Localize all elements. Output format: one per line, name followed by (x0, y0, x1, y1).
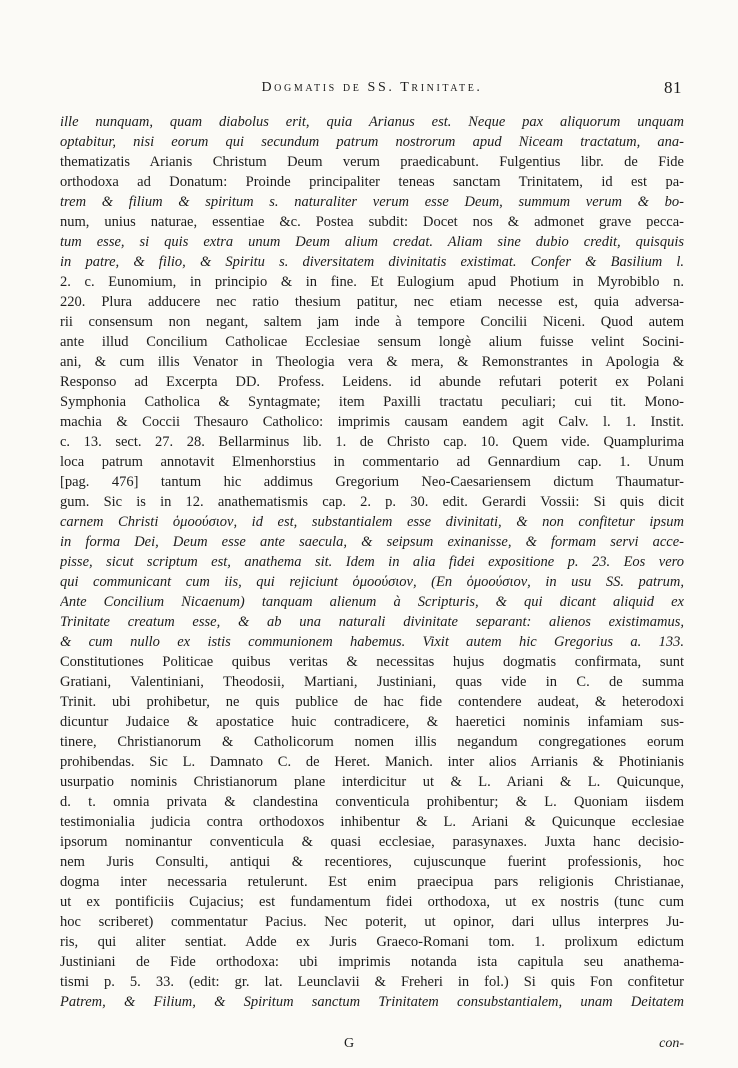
text-line: Trinitate creatum esse, & ab una naturali divinitate separant: alienos existimamus, (60, 614, 684, 630)
text-line: Justiniani de Fide orthodoxa: ubi imprimis notanda ista capitula seu anathema- (60, 954, 684, 970)
text-line: machia & Coccii Thesauro Catholico: imprimis causam eandem agit Calv. l. 1. Instit. (60, 414, 684, 430)
text-line: testimonialia judicia contra orthodoxos inhibentur & L. Ariani & Quicunque ecclesiae (60, 814, 684, 830)
page-title: Dogmatis de SS. Trinitate. (261, 80, 483, 95)
text-line: rii consensum non negant, saltem jam inde à tempore Concilii Niceni. Quod autem (60, 314, 684, 330)
text-line: tinere, Christianorum & Catholicorum nomen illis negandum congregationes eorum (60, 734, 684, 750)
text-line: ani, & cum illis Venator in Theologia vera & mera, & Remonstrantes in Apologia & (60, 354, 684, 370)
text-line: tismi p. 5. 33. (edit: gr. lat. Leunclavii & Freheri in fol.) Si quis Fon confitetur (60, 974, 684, 990)
page-number: 81 (664, 78, 682, 97)
text-line: gum. Sic is in 12. anathematismis cap. 2. p. 30. edit. Gerardi Vossii: Si quis dicit (60, 494, 684, 510)
text-line: ut ex pontificiis Cujacius; est fundamentum fidei orthodoxa, ut ex nostris (tunc cum (60, 894, 684, 910)
text-line: c. 13. sect. 27. 28. Bellarminus lib. 1. de Christo cap. 10. Quem vide. Quamplurima (60, 434, 684, 450)
text-line: usurpatio nominis Christianorum plane interdicitur ut & L. Ariani & L. Quicunque, (60, 774, 684, 790)
text-line: Trinit. ubi prohibetur, ne quis publice de hac fide contendere audeat, & heterodoxi (60, 694, 684, 710)
text-line: Patrem, & Filium, & Spiritum sanctum Trinitatem consubstantialem, unam Deitatem (60, 994, 684, 1010)
text-line: ille nunquam, quam diabolus erit, quia Arianus est. Neque pax aliquorum unquam (60, 114, 684, 130)
text-line: in forma Dei, Deum esse ante saecula, & seipsum exinanisse, & formam servi acce- (60, 534, 684, 550)
text-line: ante illud Concilium Catholicae Ecclesiae sensum longè alium fuisse velint Socini- (60, 334, 684, 350)
text-line: orthodoxa ad Donatum: Proinde principaliter teneas sanctam Trinitatem, id est pa- (60, 174, 684, 190)
text-line: optabitur, nisi eorum qui secundum patrum nostrorum apud Niceam tractatum, ana- (60, 134, 684, 150)
text-line: ris, qui aliter sentiat. Adde ex Juris Graeco-Romani tom. 1. prolixum edictum (60, 934, 684, 950)
text-line: num, unius naturae, essentiae &c. Postea subdit: Docet nos & admonet grave pecca- (60, 214, 684, 230)
catchword: con- (659, 1036, 684, 1051)
text-line: pisse, sicut scriptum est, anathema sit. Idem in alia fidei expositione p. 23. Eos vero (60, 554, 684, 570)
text-line: 2. c. Eunomium, in principio & in fine. Et Eulogium apud Photium in Myrobiblo n. (60, 274, 684, 290)
body-text (60, 112, 684, 1012)
text-line: Responso ad Excerpta DD. Profess. Leidens. id abunde refutari poterit ex Polani (60, 374, 684, 390)
text-line: Symphonia Catholica & Syntagmate; item Paxilli tractatu peculiari; cui tit. Mono- (60, 394, 684, 410)
text-line: prohibendas. Sic L. Damnato C. de Heret. Manich. inter alios Arrianis & Photinianis (60, 754, 684, 770)
text-line: tum esse, si quis extra unum Deum alium credat. Aliam sine dubio credit, quisquis (60, 234, 684, 250)
text-line: dogma inter necessaria retulerunt. Est enim praecipua pars religionis Christianae, (60, 874, 684, 890)
text-line: qui communicant cum iis, qui rejiciunt ὁμοούσιον, (En ὁμοούσιον, in usu SS. patrum, (60, 574, 684, 590)
text-line: ipsorum nominantur conventicula & quasi ecclesiae, parasynaxes. Juxta hanc decisio- (60, 834, 684, 850)
text-line: [pag. 476] tantum hic addimus Gregorium Neo-Caesariensem dictum Thaumatur- (60, 474, 684, 490)
text-line: carnem Christi ὁμοούσιον, id est, substantialem esse divinitati, & non confitetur ipsum (60, 514, 684, 530)
text-line: & cum nullo ex istis communionem habemus. Vixit autem hic Gregorius a. 133. (60, 634, 684, 650)
text-line: d. t. omnia privata & clandestina conventicula prohibentur; & L. Quoniam iisdem (60, 794, 684, 810)
page-footer (60, 1036, 684, 1068)
running-head (60, 80, 684, 100)
signature-mark: G (344, 1036, 355, 1051)
text-line: hoc scriberet) commentatur Pacius. Nec poterit, ut opinor, dari ullus interpres Ju- (60, 914, 684, 930)
text-line: 220. Plura adducere nec ratio thesium patitur, nec etiam necesse est, quia adversa- (60, 294, 684, 310)
text-line: dicuntur Judaice & apostatice huic contradicere, & haeretici nominis infamiam sus- (60, 714, 684, 730)
text-line: Ante Concilium Nicaenum) tanquam alienum à Scripturis, & qui dicant aliquid ex (60, 594, 684, 610)
text-line: trem & filium & spiritum s. naturaliter verum esse Deum, summum verum & bo- (60, 194, 684, 210)
text-line: loca patrum annotavit Elmenhorstius in commentario ad Gennardium cap. 1. Unum (60, 454, 684, 470)
text-line: Gratiani, Valentiniani, Theodosii, Martiani, Justiniani, quas vide in C. de summa (60, 674, 684, 690)
text-line: nem Juris Consulti, antiqui & recentiores, cujuscunque fuerint professionis, hoc (60, 854, 684, 870)
text-line: Constitutiones Politicae quibus veritas & necessitas hujus dogmatis confirmata, sunt (60, 654, 684, 670)
text-line: in patre, & filio, & Spiritu s. diversitatem divinitatis existimat. Confer & Basilium l. (60, 254, 684, 270)
text-line: thematizatis Arianis Christum Deum verum praedicabunt. Fulgentius libr. de Fide (60, 154, 684, 170)
